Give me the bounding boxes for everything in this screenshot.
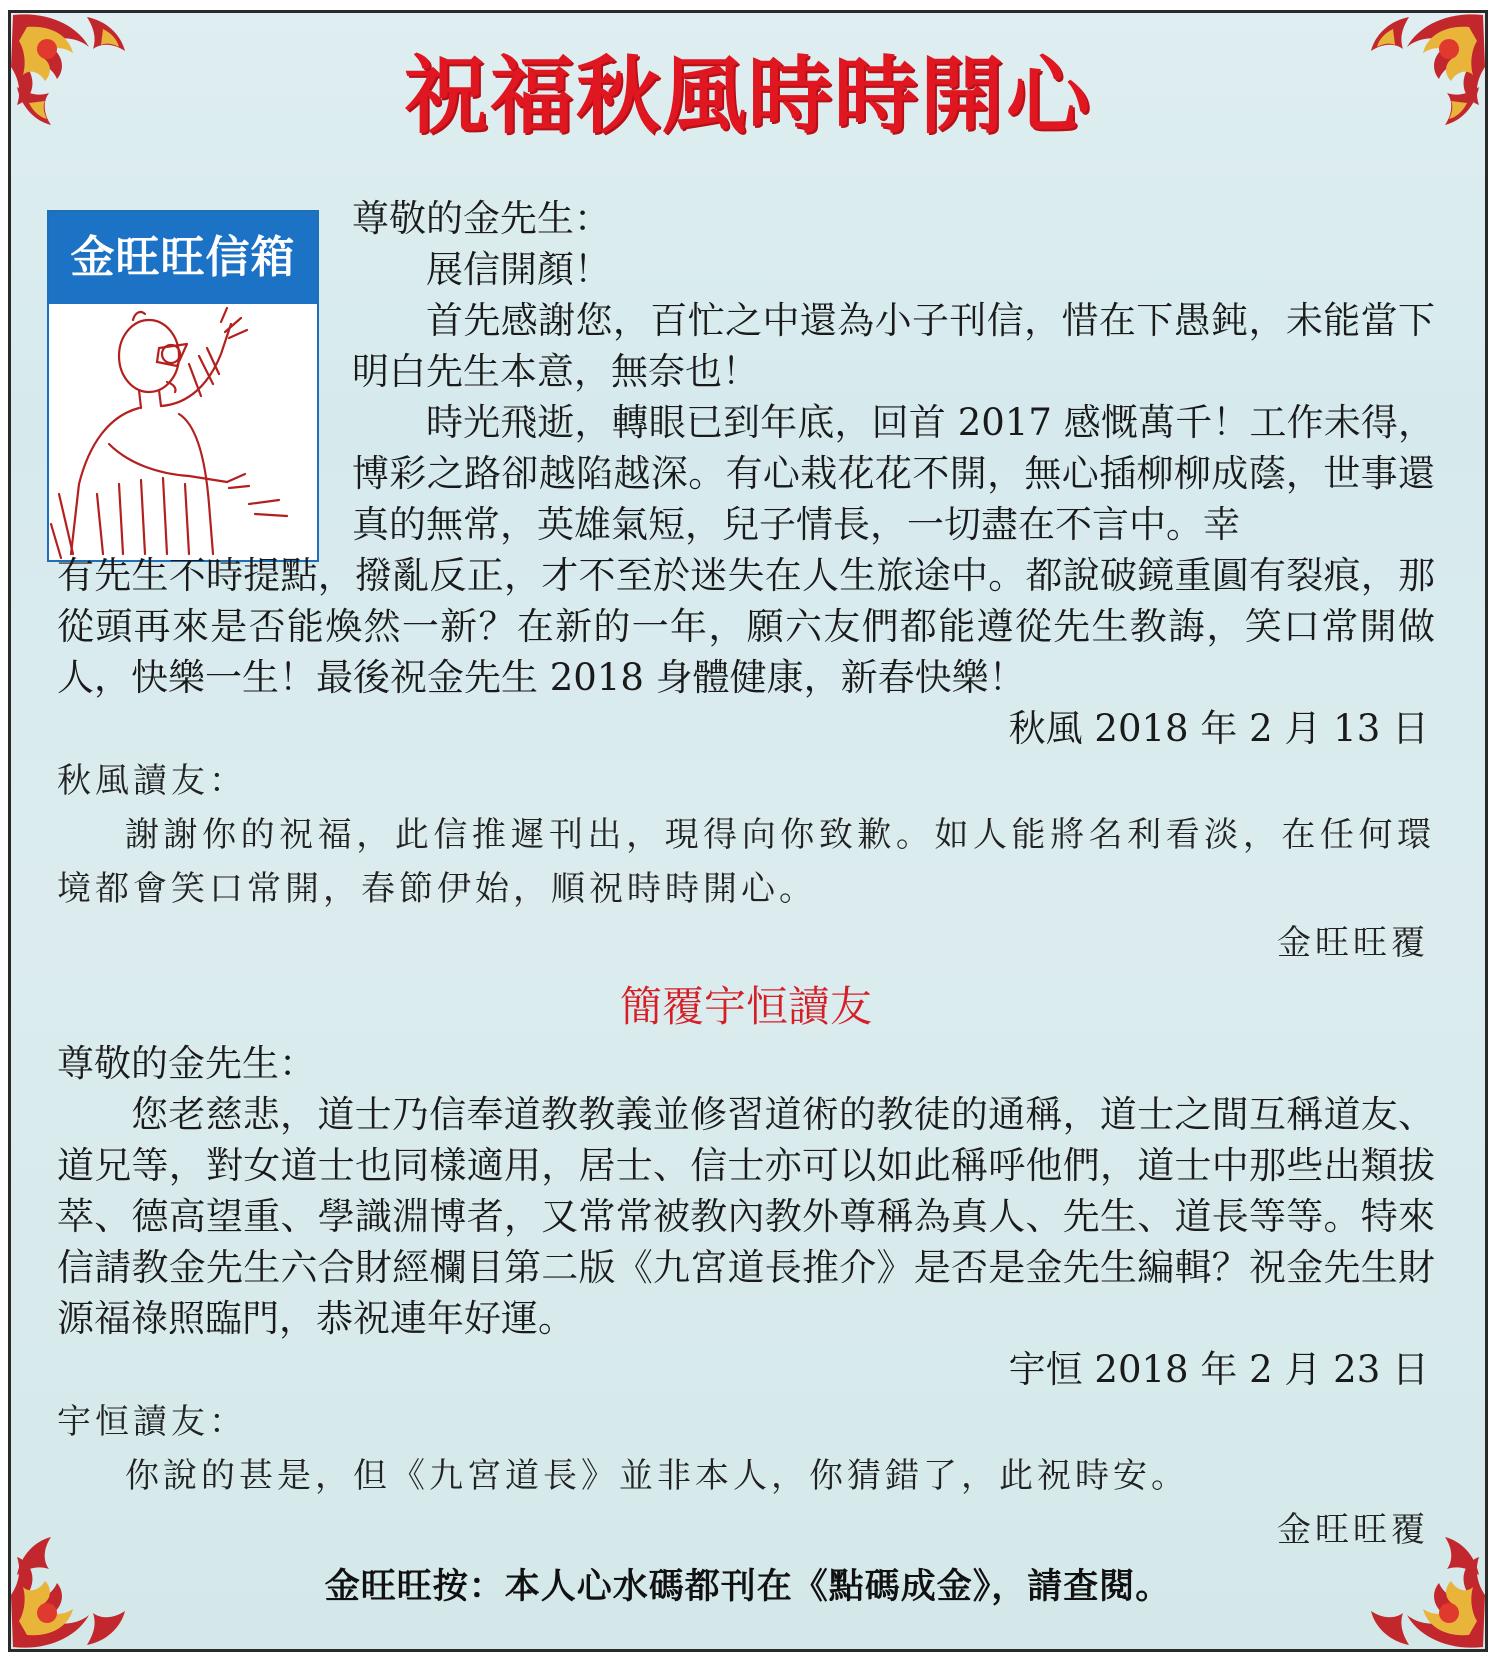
letter-body <box>57 193 1435 1557</box>
letter1-paragraph-2b: 有先生不時提點，撥亂反正，才不至於迷失在人生旅途中。都說破鏡重圓有裂痕，那從頭再來是否能煥然一新？在新的一年，願六友們都能遵從先生教誨，笑口常開做人，快樂一生！最後祝金先生 2018 身體健康，新春快樂！ <box>57 554 1435 699</box>
letter1-signature: 秋風 2018 年 2 月 13 日 <box>1008 707 1429 750</box>
newspaper-clipping <box>8 10 1488 1652</box>
reply1-salutation: 秋風讀友： <box>57 761 247 801</box>
letter1-salutation: 尊敬的金先生： <box>352 197 611 240</box>
mailbox-label: 金旺旺信箱 <box>49 212 317 304</box>
letter2-signature: 宇恒 2018 年 2 月 23 日 <box>1008 1348 1429 1391</box>
letter1-paragraph-1: 首先感謝您，百忙之中還為小子刊信，惜在下愚鈍，未能當下明白先生本意，無奈也！ <box>352 299 1435 393</box>
letter1-paragraph-2a: 時光飛逝，轉眼已到年底，回首 2017 感慨萬千！工作未得，博彩之路卻越陷越深。有心栽花花不開，無心插柳柳成蔭，世事還真的無常，英雄氣短，兒子情長，一切盡在不言中。幸 <box>352 401 1435 546</box>
reply1-body: 謝謝你的祝福，此信推遲刊出，現得向你致歉。如人能將名利看淡，在任何環境都會笑口常開，春節伊始，順祝時時開心。 <box>57 815 1435 909</box>
letter2-salutation: 尊敬的金先生： <box>57 1042 316 1085</box>
section-title: 簡覆宇恒讀友 <box>619 982 872 1031</box>
reply2-signature: 金旺旺覆 <box>1277 1510 1429 1550</box>
reply2-body: 你說的甚是，但《九宮道長》並非本人，你猜錯了，此祝時安。 <box>125 1456 1189 1496</box>
reply2-salutation: 宇恒讀友： <box>57 1402 247 1442</box>
footer-note: 金旺旺按：本人心水碼都刊在《點碼成金》，請查閱。 <box>324 1567 1172 1607</box>
page-title: 祝福秋風時時開心 <box>403 47 1092 145</box>
letter2-body: 您老慈悲，道士乃信奉道教教義並修習道術的教徒的通稱，道士之間互稱道友、道兄等，對女道士也同樣適用，居士、信士亦可以如此稱呼他們，道士中那些出類拔萃、德高望重、學識淵博者，又常常被教內教外尊稱為真人、先生、道長等等。特來信請教金先生六合財經欄目第二版《九宮道長推介》是否是金先生編輯？祝金先生財源福祿照臨門，恭祝連年好運。 <box>57 1093 1435 1340</box>
letter1-greeting: 展信開顏！ <box>426 248 611 291</box>
reply1-signature: 金旺旺覆 <box>1277 923 1429 963</box>
